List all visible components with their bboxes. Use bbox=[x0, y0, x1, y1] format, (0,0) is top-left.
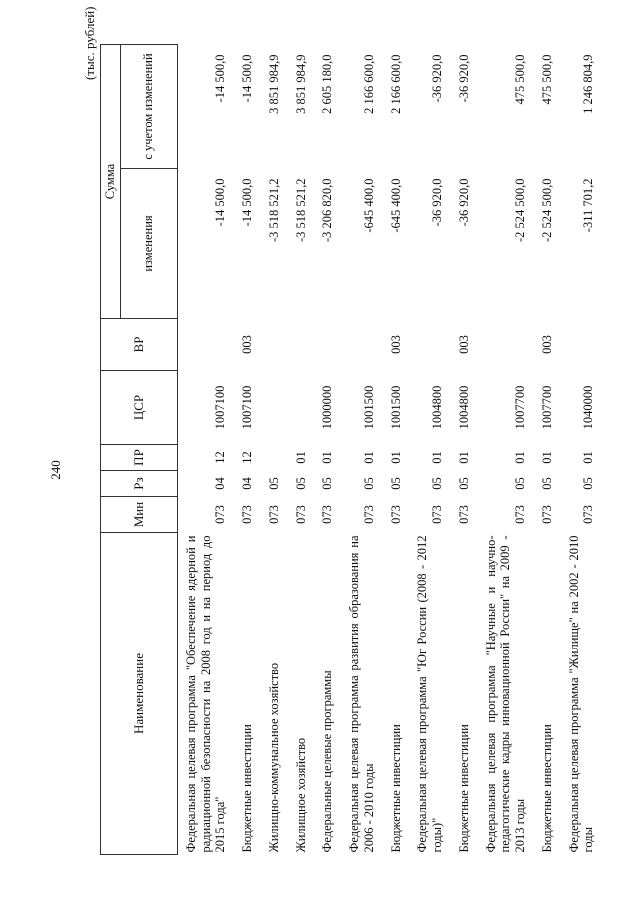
units-label: (тыс. рублей) bbox=[82, 6, 97, 80]
row-rz: 05 bbox=[361, 477, 376, 490]
row-vr bbox=[561, 319, 603, 371]
row-change: -3 518 521,2 bbox=[293, 178, 308, 243]
row-change: -3 206 820,0 bbox=[320, 178, 335, 243]
row-change: -2 524 500,0 bbox=[513, 178, 527, 243]
row-rz: 05 bbox=[513, 477, 527, 490]
table-row bbox=[234, 45, 261, 855]
budget-table bbox=[100, 44, 602, 855]
row-pr: 01 bbox=[430, 451, 444, 464]
table-row bbox=[177, 45, 234, 855]
row-vr: 003 bbox=[539, 335, 554, 354]
row-pr: 01 bbox=[320, 451, 335, 464]
row-total: 2 605 180,0 bbox=[320, 54, 335, 114]
row-pr: 01 bbox=[293, 451, 308, 464]
row-name: Жилищно-коммунальное хозяйство bbox=[266, 662, 281, 853]
header-pr: ПР bbox=[101, 445, 178, 471]
row-rz: 05 bbox=[539, 477, 554, 490]
table-row bbox=[409, 45, 451, 855]
row-name: Федеральные целевые программы bbox=[320, 670, 335, 853]
row-change: -645 400,0 bbox=[388, 178, 403, 233]
row-pr: 01 bbox=[388, 451, 403, 464]
row-vr: 003 bbox=[388, 335, 403, 354]
row-csr: 1007100 bbox=[213, 385, 228, 430]
row-vr bbox=[409, 319, 451, 371]
row-total: 2 166 600,0 bbox=[361, 54, 376, 114]
row-total: 1 246 804,9 bbox=[581, 54, 596, 114]
row-change: -645 400,0 bbox=[361, 178, 376, 233]
row-pr: 01 bbox=[539, 451, 554, 464]
row-change: -2 524 500,0 bbox=[539, 178, 554, 243]
header-sum: Сумма bbox=[101, 45, 121, 319]
header-change: изменения bbox=[120, 169, 177, 319]
row-total: -36 920,0 bbox=[430, 54, 444, 103]
row-csr: 1004800 bbox=[456, 385, 471, 430]
table-row bbox=[383, 45, 410, 855]
row-vr bbox=[314, 319, 341, 371]
row-name: Бюджетные инвестиции bbox=[240, 724, 254, 853]
row-csr bbox=[261, 371, 288, 445]
header-vr: ВР bbox=[101, 319, 178, 371]
table-body bbox=[177, 45, 602, 855]
row-name: Федеральная целевая программа "Юг России (2008 - 2012 годы)" bbox=[415, 535, 444, 853]
row-csr: 1007100 bbox=[240, 385, 254, 430]
row-vr bbox=[341, 319, 383, 371]
row-change: -311 701,2 bbox=[581, 178, 596, 233]
page-number: 240 bbox=[48, 460, 63, 480]
row-total: 2 166 600,0 bbox=[388, 54, 403, 114]
row-total: 475 500,0 bbox=[539, 54, 554, 105]
row-name: Федеральная целевая программа "Научные и научно-педагогические кадры инновационной России" на 2009 - 2013 годы bbox=[483, 535, 527, 853]
row-name: Бюджетные инвестиции bbox=[539, 724, 554, 853]
row-min: 073 bbox=[240, 505, 254, 524]
row-rz: 05 bbox=[388, 477, 403, 490]
row-pr: 12 bbox=[240, 451, 254, 464]
row-min: 073 bbox=[213, 505, 228, 524]
row-name: Федеральная целевая программа "Жилище" на 2002 - 2010 годы bbox=[566, 535, 596, 853]
row-pr: 01 bbox=[361, 451, 376, 464]
row-pr: 01 bbox=[456, 451, 471, 464]
table-row bbox=[341, 45, 383, 855]
row-vr bbox=[261, 319, 288, 371]
row-vr bbox=[288, 319, 315, 371]
table-row bbox=[288, 45, 315, 855]
row-csr bbox=[288, 371, 315, 445]
row-total: -36 920,0 bbox=[456, 54, 471, 103]
row-change: -3 518 521,2 bbox=[266, 178, 281, 243]
header-name: Наименование bbox=[101, 533, 178, 855]
table-row bbox=[478, 45, 534, 855]
row-total: 3 851 984,9 bbox=[266, 54, 281, 114]
row-total: -14 500,0 bbox=[240, 54, 254, 103]
row-csr: 1001500 bbox=[388, 385, 403, 430]
row-total: 3 851 984,9 bbox=[293, 54, 308, 114]
row-rz: 05 bbox=[456, 477, 471, 490]
row-min: 073 bbox=[430, 505, 444, 524]
row-vr bbox=[478, 319, 534, 371]
row-name: Бюджетные инвестиции bbox=[388, 724, 403, 853]
row-rz: 05 bbox=[293, 477, 308, 490]
row-change: -36 920,0 bbox=[430, 178, 444, 227]
row-csr: 1040000 bbox=[581, 385, 596, 430]
row-csr: 1007700 bbox=[513, 385, 527, 430]
header-csr: ЦСР bbox=[101, 371, 178, 445]
row-rz: 04 bbox=[213, 477, 228, 490]
row-change: -14 500,0 bbox=[213, 178, 228, 227]
row-rz: 05 bbox=[266, 477, 281, 490]
row-min: 073 bbox=[539, 505, 554, 524]
table-row bbox=[561, 45, 603, 855]
row-vr bbox=[177, 319, 234, 371]
row-min: 073 bbox=[320, 505, 335, 524]
row-total: -14 500,0 bbox=[213, 54, 228, 103]
header-rz: Рз bbox=[101, 471, 178, 497]
row-csr: 1004800 bbox=[430, 385, 444, 430]
header-with-changes: с учетом изменений bbox=[120, 45, 177, 169]
row-rz: 05 bbox=[320, 477, 335, 490]
row-min: 073 bbox=[581, 505, 596, 524]
row-name: Жилищное хозяйство bbox=[293, 737, 308, 853]
row-csr: 1001500 bbox=[361, 385, 376, 430]
row-min: 073 bbox=[388, 505, 403, 524]
row-csr: 1007700 bbox=[539, 385, 554, 430]
row-rz: 05 bbox=[430, 477, 444, 490]
row-change: -36 920,0 bbox=[456, 178, 471, 227]
row-name: Федеральная целевая программа развития образования на 2006 - 2010 годы bbox=[347, 535, 376, 853]
row-min: 073 bbox=[361, 505, 376, 524]
row-total: 475 500,0 bbox=[513, 54, 527, 105]
row-pr: 01 bbox=[513, 451, 527, 464]
table-row bbox=[534, 45, 561, 855]
row-change: -14 500,0 bbox=[240, 178, 254, 227]
table-row bbox=[451, 45, 478, 855]
row-rz: 04 bbox=[240, 477, 254, 490]
row-pr: 12 bbox=[213, 451, 228, 464]
row-min: 073 bbox=[293, 505, 308, 524]
row-csr: 1000000 bbox=[320, 385, 335, 430]
row-min: 073 bbox=[266, 505, 281, 524]
table-row bbox=[314, 45, 341, 855]
row-rz: 05 bbox=[581, 477, 596, 490]
row-pr bbox=[261, 445, 288, 471]
row-min: 073 bbox=[513, 505, 527, 524]
row-name: Бюджетные инвестиции bbox=[456, 724, 471, 853]
row-vr: 003 bbox=[240, 335, 254, 354]
header-min: Мин bbox=[101, 497, 178, 533]
row-name: Федеральная целевая программа "Обеспечение ядерной и радиационной безопасности на 2008 год и на период до 2015 года" bbox=[183, 535, 228, 853]
row-min: 073 bbox=[456, 505, 471, 524]
row-pr: 01 bbox=[581, 451, 596, 464]
row-vr: 003 bbox=[456, 335, 471, 354]
table-row bbox=[261, 45, 288, 855]
